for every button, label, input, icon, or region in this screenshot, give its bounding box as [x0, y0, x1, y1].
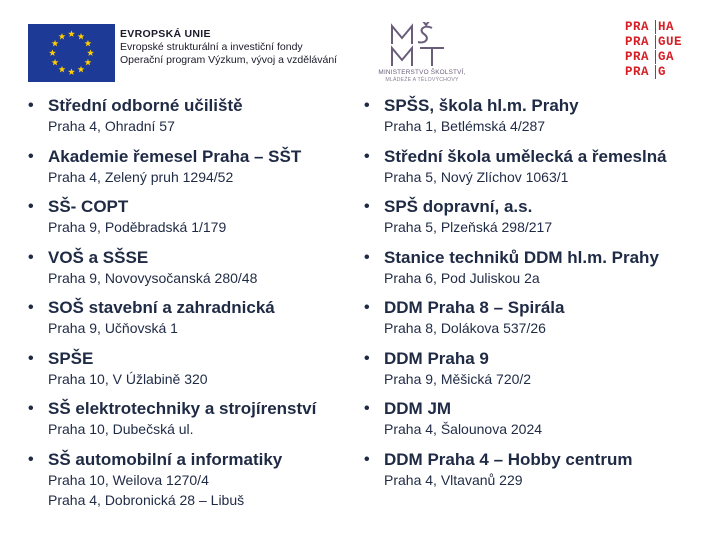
bullet-icon: • — [364, 299, 370, 316]
bullet-icon: • — [28, 198, 34, 215]
school-name — [364, 248, 659, 268]
school-name-text: DDM Praha 8 – Spirála — [384, 298, 565, 317]
school-name-text: SPŠE — [48, 348, 94, 368]
school-address: Praha 4, Zelený pruh 1294/52 — [48, 168, 234, 185]
bullet-icon: • — [364, 147, 370, 165]
list-item — [364, 248, 659, 288]
school-address: Praha 5, Plzeňská 298/217 — [384, 219, 553, 235]
list-item — [364, 197, 552, 237]
praha-logo-cell: PRA — [625, 35, 650, 49]
school-name-text: DDM Praha 9 — [384, 348, 489, 368]
list-item — [28, 399, 316, 439]
school-name — [28, 96, 243, 116]
school-name — [364, 96, 579, 116]
list-item — [364, 399, 542, 439]
bullet-icon: • — [28, 349, 34, 367]
list-item — [364, 147, 667, 187]
bullet-icon: • — [28, 97, 34, 114]
school-name-text: DDM Praha 4 – Hobby centrum — [384, 449, 633, 469]
school-name — [28, 248, 257, 268]
school-address: Praha 10, V Úžlabině 320 — [48, 370, 208, 387]
list-item — [28, 248, 257, 288]
msmt-mark-icon — [390, 22, 454, 68]
school-name — [364, 197, 552, 217]
list-item — [28, 197, 226, 237]
list-item — [28, 450, 282, 510]
school-name-text: Střední odborné učiliště — [48, 96, 243, 115]
school-name-text: SPŠ dopravní, a.s. — [384, 197, 533, 216]
school-name — [364, 450, 632, 470]
list-item — [28, 96, 243, 136]
praha-logo-cell: GUE — [655, 35, 685, 49]
praha-logo-cell: PRA — [625, 65, 650, 79]
school-address: Praha 10, Dubečská ul. — [48, 421, 194, 437]
bullet-icon: • — [364, 450, 370, 468]
msmt-logo-text — [366, 69, 478, 84]
school-address: Praha 9, Učňovská 1 — [48, 320, 178, 336]
school-address: Praha 8, Dolákova 537/26 — [384, 320, 546, 336]
school-address: Praha 4, Dobronická 28 – Libuš — [48, 491, 245, 508]
bullet-icon: • — [364, 97, 370, 114]
school-name — [364, 147, 667, 167]
list-item — [364, 349, 531, 389]
school-name — [28, 197, 226, 217]
school-name — [364, 298, 564, 318]
msmt-logo-line2: MLÁDEŽE A TĚLOVÝCHOVY — [385, 76, 459, 83]
bullet-icon: • — [28, 400, 34, 417]
school-name-text: SŠ automobilní a informatiky — [48, 449, 283, 469]
list-item — [28, 147, 301, 187]
eu-flag-icon — [28, 24, 115, 82]
school-name-text: Akademie řemesel Praha – SŠT — [48, 146, 302, 166]
bullet-icon: • — [364, 349, 370, 367]
school-address: Praha 9, Poděbradská 1/179 — [48, 219, 227, 235]
bullet-icon: • — [28, 248, 34, 266]
bullet-icon: • — [28, 299, 34, 316]
school-name — [28, 349, 208, 369]
school-address: Praha 10, Weilova 1270/4 — [48, 471, 209, 488]
eu-logo-line3: Operační program Výzkum, vývoj a vzdělávání — [120, 54, 338, 66]
school-name — [28, 450, 282, 470]
school-name-text: VOŠ a SŠSE — [48, 247, 149, 267]
bullet-icon: • — [364, 248, 370, 266]
eu-logo — [28, 24, 346, 86]
bullet-icon: • — [364, 400, 370, 417]
school-name — [364, 399, 542, 419]
list-item — [364, 450, 632, 490]
bullet-icon: • — [364, 198, 370, 215]
praha-logo-cell: HA — [655, 20, 685, 34]
school-name-text: SPŠS, škola hl.m. Prahy — [384, 96, 579, 115]
praha-logo-grid — [625, 20, 687, 79]
praha-logo-cell: PRA — [625, 20, 650, 34]
school-name — [364, 349, 531, 369]
praha-logo-cell: G — [655, 65, 685, 79]
eu-logo-line1: EVROPSKÁ UNIE — [120, 28, 211, 40]
school-address: Praha 4, Šalounova 2024 — [384, 421, 543, 437]
praha-logo-cell: GA — [655, 50, 685, 64]
list-item — [364, 96, 579, 136]
school-name — [28, 147, 301, 167]
school-address: Praha 5, Nový Zlíchov 1063/1 — [384, 168, 569, 185]
msmt-logo — [366, 22, 478, 86]
school-address: Praha 4, Vltavanů 229 — [384, 471, 523, 488]
school-address: Praha 1, Betlémská 4/287 — [384, 118, 546, 134]
list-item — [364, 298, 564, 338]
eu-logo-text — [120, 28, 337, 67]
list-item — [28, 298, 275, 338]
school-address: Praha 6, Pod Juliskou 2a — [384, 269, 540, 286]
school-name-text: SŠ elektrotechniky a strojírenství — [48, 399, 317, 418]
school-name-text: SŠ- COPT — [48, 197, 129, 216]
school-name — [28, 298, 275, 318]
bullet-icon: • — [28, 147, 34, 165]
school-address: Praha 9, Novovysočanská 280/48 — [48, 269, 258, 286]
school-name-text: Stanice techniků DDM hl.m. Prahy — [384, 247, 659, 267]
school-name-text: DDM JM — [384, 399, 452, 418]
school-name — [28, 399, 316, 419]
praha-logo — [625, 20, 687, 86]
bullet-icon: • — [28, 450, 34, 468]
school-name-text: Střední škola umělecká a řemeslná — [384, 146, 667, 166]
msmt-logo-line1: MINISTERSTVO ŠKOLSTVÍ, — [378, 69, 466, 76]
eu-logo-line2: Evropské strukturální a investiční fondy — [120, 41, 303, 53]
school-address: Praha 9, Měšická 720/2 — [384, 370, 532, 387]
school-address: Praha 4, Ohradní 57 — [48, 118, 175, 134]
school-name-text: SOŠ stavební a zahradnická — [48, 298, 275, 317]
praha-logo-cell: PRA — [625, 50, 650, 64]
list-item — [28, 349, 208, 389]
